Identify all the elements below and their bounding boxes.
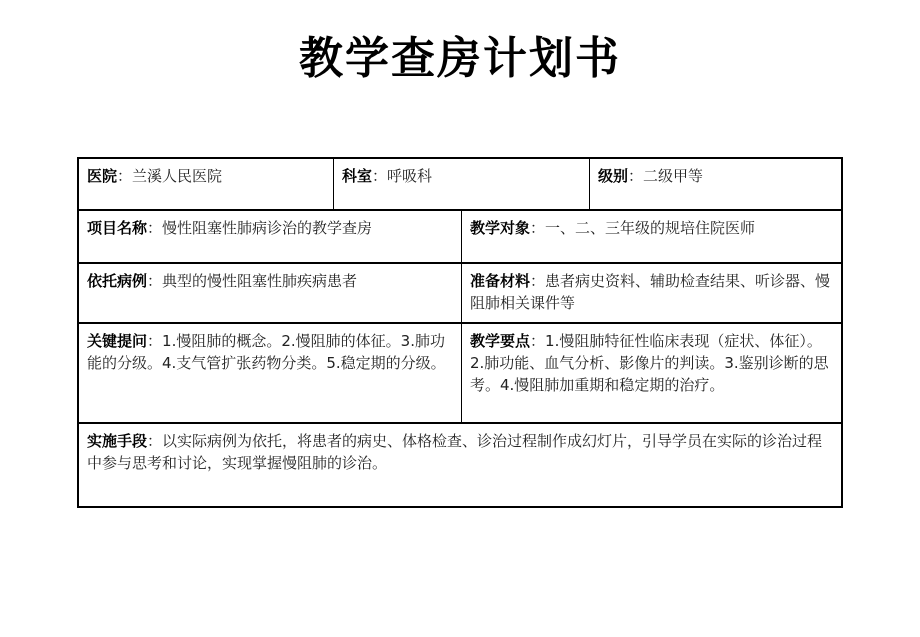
table-row — [79, 264, 841, 324]
key-questions-label: 关键提问 — [87, 332, 148, 350]
teaching-points-value: 1.慢阻肺特征性临床表现（症状、体征）。2.肺功能、血气分析、影像片的判读。3.鉴别诊断的思考。4.慢阻肺加重期和稳定期的治疗。 — [470, 332, 829, 394]
separator: ： — [117, 167, 133, 185]
materials-label: 准备材料 — [470, 272, 531, 290]
hospital-cell — [79, 159, 333, 209]
separator: ： — [147, 432, 163, 450]
table-row — [79, 324, 841, 424]
key-questions-value: 1.慢阻肺的概念。2.慢阻肺的体征。3.肺功能的分级。4.支气管扩张药物分类。5.稳定期的分级。 — [87, 332, 446, 372]
teaching-target-label: 教学对象 — [470, 219, 531, 237]
plan-table — [77, 157, 843, 508]
separator: ： — [147, 332, 163, 350]
separator: ： — [530, 332, 546, 350]
level-value: 二级甲等 — [643, 167, 704, 185]
separator: ： — [147, 219, 163, 237]
teaching-points-label: 教学要点 — [470, 332, 531, 350]
project-name-label: 项目名称 — [87, 219, 148, 237]
case-cell — [79, 264, 461, 322]
separator: ： — [372, 167, 388, 185]
hospital-value: 兰溪人民医院 — [132, 167, 223, 185]
case-label: 依托病例 — [87, 272, 148, 290]
materials-value: 患者病史资料、辅助检查结果、听诊器、慢阻肺相关课件等 — [470, 272, 831, 312]
department-label: 科室 — [342, 167, 373, 185]
table-row — [79, 159, 841, 211]
teaching-points-cell — [461, 324, 841, 422]
table-row — [79, 424, 841, 506]
separator: ： — [628, 167, 644, 185]
methods-label: 实施手段 — [87, 432, 148, 450]
hospital-label: 医院 — [87, 167, 118, 185]
separator: ： — [530, 219, 546, 237]
project-name-value: 慢性阻塞性肺病诊治的教学查房 — [162, 219, 373, 237]
teaching-target-value: 一、二、三年级的规培住院医师 — [545, 219, 756, 237]
page-title: 教学查房计划书 — [299, 33, 621, 84]
department-cell — [333, 159, 589, 209]
teaching-target-cell — [461, 211, 841, 262]
level-cell — [589, 159, 841, 209]
materials-cell — [461, 264, 841, 322]
methods-cell — [79, 424, 841, 506]
key-questions-cell — [79, 324, 461, 422]
methods-value: 以实际病例为依托，将患者的病史、体格检查、诊治过程制作成幻灯片，引导学员在实际的诊治过程中参与思考和讨论，实现掌握慢阻肺的诊治。 — [87, 432, 823, 472]
separator: ： — [530, 272, 546, 290]
department-value: 呼吸科 — [387, 167, 433, 185]
project-name-cell — [79, 211, 461, 262]
case-value: 典型的慢性阻塞性肺疾病患者 — [162, 272, 358, 290]
separator: ： — [147, 272, 163, 290]
level-label: 级别 — [598, 167, 629, 185]
table-row — [79, 211, 841, 264]
